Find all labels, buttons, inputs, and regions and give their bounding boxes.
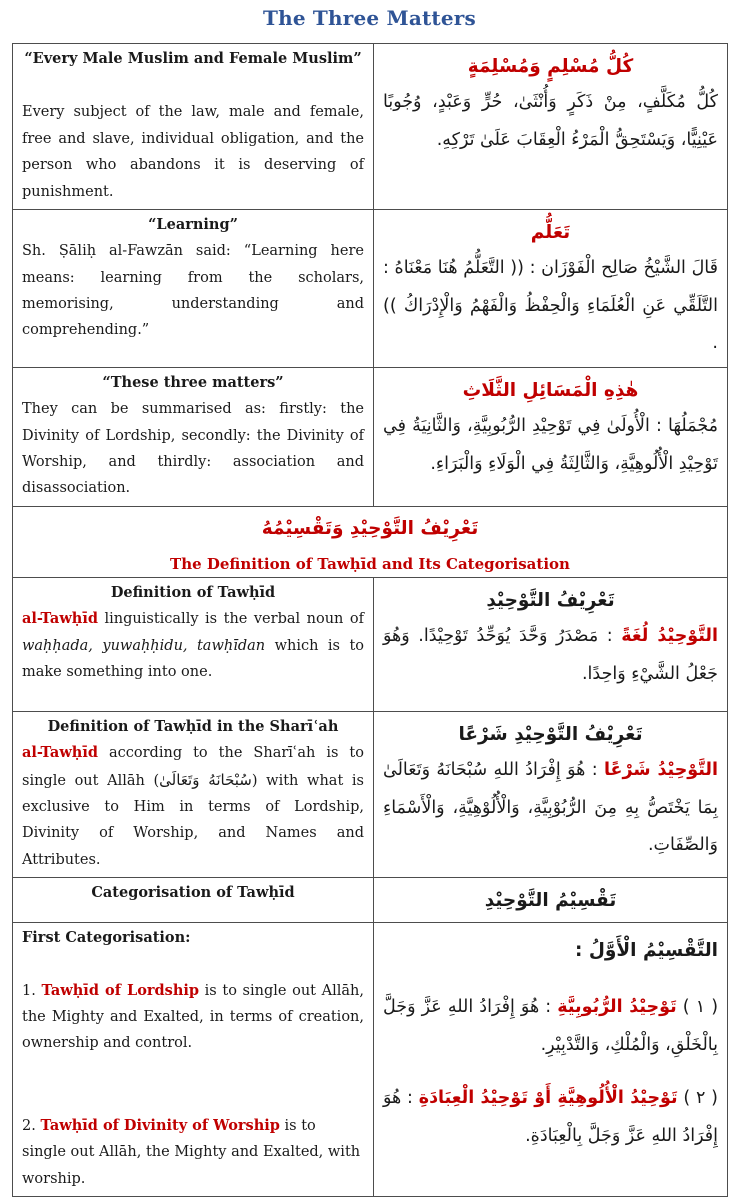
arabic-header-three-matters: هٰذِهِ الْمَسَائِلِ الثَّلَاثِ <box>462 379 639 401</box>
item-text-lordship: is to single out Allāh, the Mighty and Exalted, in terms of creation, ownership and control. <box>22 982 364 1052</box>
table-row-definition-tawhid <box>13 577 728 711</box>
arabic-list-item-rububiyyah <box>383 989 718 1064</box>
cell-three-matters-arabic <box>374 367 728 506</box>
cell-categorisation-arabic <box>374 878 728 923</box>
arabic-item-number-1: ( ١ ) <box>676 997 719 1018</box>
body-text-every-muslim: Every subject of the law, male and female, free and slave, individual obligation, and the person who abandons it is deserving of punishment. <box>22 104 364 200</box>
cell-every-muslim-arabic <box>374 44 728 210</box>
cell-learning-english <box>13 209 374 367</box>
table-row-learning <box>13 209 728 367</box>
divider-english-title: The Definition of Tawḥīd and Its Categorisation <box>170 554 570 573</box>
table-row-three-matters <box>13 367 728 506</box>
table-row-categorisation <box>13 878 728 923</box>
arabic-header-categorisation: تَقْسِيْمُ التَّوْحِيْدِ <box>484 890 617 912</box>
arabic-term-tawhid-sharan: التَّوْحِيْدُ شَرْعًا <box>603 760 718 781</box>
body-text-definition-2: which is to make something into one. <box>22 637 364 681</box>
section-header-definition-tawhid: Definition of Tawḥīd <box>110 583 276 601</box>
cell-definition-shariah-english <box>13 711 374 877</box>
item-number-1: 1. <box>22 982 42 999</box>
section-header-definition-shariah: Definition of Tawḥīd in the Sharīʿah <box>47 717 339 735</box>
arabic-term-tawhid-lughatan: التَّوْحِيْدُ لُغَةً <box>621 626 718 647</box>
body-text-definition-1: linguistically is the verbal noun of <box>98 611 364 628</box>
arabic-body-three-matters: مُجْمَلُهَا : الْأُولَىٰ فِي تَوْحِيْدِ الرُّبُوبِيَّةِ، وَالثَّانِيَةُ فِي تَوْحِيْدِ الْأُلُوهِيَّةِ، وَالثَّالِثَةُ فِي الْوَلَاءِ وَالْبَرَاءِ. <box>383 416 718 474</box>
section-header-three-matters: “These three matters” <box>102 373 284 391</box>
arabic-heading-first-categorisation: التَّقْسِيْمُ الْأَوَّلُ : <box>575 940 718 962</box>
item-number-2: 2. <box>22 1117 41 1134</box>
term-tawhid-of-lordship: Tawḥīd of Lordship <box>41 981 200 999</box>
cell-first-categorisation-english <box>13 923 374 1197</box>
divider-arabic-title: تَعْرِيْفُ التَّوْحِيْدِ وَتَقْسِيْمُهُ <box>261 517 479 539</box>
list-item-tawhid-worship <box>22 1113 364 1192</box>
arabic-body-learning: قَالَ الشَّيْخُ صَالِح الْفَوْزَان : (( التَّعَلُّمُ هُنَا مَعْنَاهُ : التَّلَقِّي عَنِ الْعُلَمَاءِ وَالْحِفْظُ وَالْفَهْمُ وَالْإِدْرَاكُ )) . <box>383 258 718 354</box>
cell-every-muslim-english <box>13 44 374 210</box>
table-row-first-categorisation <box>13 923 728 1197</box>
term-al-tawhid: al-Tawḥīd <box>22 610 98 628</box>
cell-definition-tawhid-arabic <box>374 577 728 711</box>
arabic-item-number-2: ( ٢ ) <box>677 1088 719 1109</box>
transliteration-verbal-noun: waḥḥada, yuwaḥḥidu, tawḥīdan <box>22 637 266 654</box>
section-header-every-muslim: “Every Male Muslim and Female Muslim” <box>24 50 362 67</box>
section-header-learning: “Learning” <box>148 215 238 233</box>
arabic-body-definition-tawhid: : مَصْدَرُ وَحَّدَ يُوَحِّدُ تَوْحِيْدًا. وَهُوَ جَعْلُ الشَّيْءِ وَاحِدًا. <box>383 626 718 684</box>
section-header-categorisation: Categorisation of Tawḥīd <box>91 884 295 902</box>
page-title: The Three Matters <box>263 6 476 30</box>
cell-section-divider <box>13 506 728 577</box>
body-text-learning: Sh. Ṣāliḥ al-Fawzān said: “Learning here means: learning from the scholars, memorising, understanding and comprehending.” <box>22 243 364 339</box>
item-text-worship: is to single out Allāh, the Mighty and Exalted, with worship. <box>22 1117 361 1187</box>
table-row-every-muslim <box>13 44 728 210</box>
arabic-header-every-muslim: كُلُّ مُسْلِمٍ وَمُسْلِمَةٍ <box>467 56 634 77</box>
arabic-body-definition-shariah: : هُوَ إِفْرَادُ اللهِ سُبْحَانَهُ وَتَعَالَىٰ بِمَا يَخْتَصُّ بِهِ مِنَ الرُّبُوْبِيَّةِ، وَالْأُلُوْهِيَّةِ، وَالْأَسْمَاءِ وَالصِّفَاتِ. <box>383 760 718 856</box>
body-text-shariah-2: ) with what is exclusive to Him in terms of Lordship, Divinity of Worship, and Names and Attributes. <box>22 772 364 868</box>
arabic-header-definition-shariah: تَعْرِيْفُ التَّوْحِيْدِ شَرْعًا <box>458 723 643 745</box>
arabic-term-tawhid-rububiyyah: تَوْحِيْدُ الرُّبُوبِيَّةِ <box>557 997 677 1018</box>
table-row-definition-shariah <box>13 711 728 877</box>
body-text-three-matters: They can be summarised as: firstly: the Divinity of Lordship, secondly: the Divinity of Worship, and thirdly: association and disassociation. <box>22 401 364 497</box>
arabic-item-text-uluhiyyah: : هُوَ إِفْرَادُ اللهِ عَزَّ وَجَلَّ بِالْعِبَادَةِ. <box>383 1088 718 1146</box>
arabic-list-item-uluhiyyah <box>383 1080 718 1155</box>
table-row-section-divider <box>13 506 728 577</box>
cell-first-categorisation-arabic <box>374 923 728 1197</box>
cell-definition-shariah-arabic <box>374 711 728 877</box>
cell-learning-arabic <box>374 209 728 367</box>
body-text-shariah-1: according to the Sharīʿah is to single out Allāh ( <box>22 745 364 789</box>
list-item-tawhid-lordship <box>22 978 364 1057</box>
cell-categorisation-english <box>13 878 374 923</box>
cell-definition-tawhid-english <box>13 577 374 711</box>
cell-three-matters-english <box>13 367 374 506</box>
arabic-header-learning: تَعَلُّم <box>530 221 571 243</box>
inline-arabic-subhanahu: سُبْحَانَهُ وَتَعَالَىٰ <box>159 770 252 789</box>
arabic-header-definition-tawhid: تَعْرِيْفُ التَّوْحِيْدِ <box>486 589 615 611</box>
term-tawhid-of-worship: Tawḥīd of Divinity of Worship <box>40 1116 280 1134</box>
heading-first-categorisation: First Categorisation: <box>22 929 191 947</box>
arabic-item-text-rububiyyah: : هُوَ إِفْرَادُ اللهِ عَزَّ وَجَلَّ بِالْخَلْقِ، وَالْمُلْكِ، وَالتَّدْبِيْرِ. <box>383 997 718 1055</box>
arabic-body-every-muslim: كُلُّ مُكَلَّفٍ، مِنْ ذَكَرٍ وَأُنْثَىٰ، حُرٍّ وَعَبْدٍ، وُجُوبًا عَيْنِيًّا، وَيَسْتَحِقُّ الْمَرْءُ الْعِقَابَ عَلَىٰ تَرْكِهِ. <box>383 92 718 150</box>
term-al-tawhid-shariah: al-Tawḥīd <box>22 744 98 762</box>
arabic-term-tawhid-uluhiyyah: تَوْحِيْدُ الْأُلُوهِيَّةِ أَوْ تَوْحِيْدُ الْعِبَادَةِ <box>418 1088 678 1109</box>
